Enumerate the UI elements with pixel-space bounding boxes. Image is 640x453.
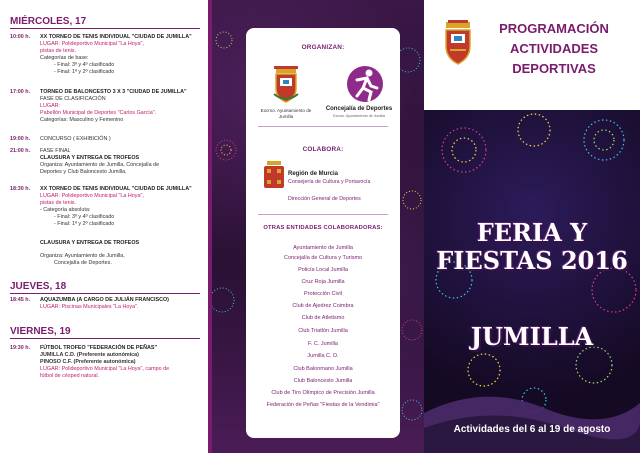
list-item: Protección Civil	[304, 291, 342, 297]
list-item: Ayuntamiento de Jumilla	[293, 245, 353, 251]
concejalia-sub: Excmo. Ayuntamiento de Jumilla	[333, 114, 385, 118]
event-item: 21:00 h. FASE FINAL CLAUSURA Y ENTREGA DE TROFEOS Organiza: Ayuntamiento de Jumilla, Concejalía de Deportes y Club Baloncesto Jumilla.	[10, 148, 160, 175]
list-item: Club de Ajedrez Coimbra	[292, 303, 354, 309]
program-title-line-1: PROGRAMACIÓN	[499, 21, 609, 36]
region-name: Región de Murcia	[288, 171, 339, 177]
day-heading-wednesday: MIÉRCOLES, 17	[10, 16, 87, 27]
divider	[258, 214, 388, 215]
event-item: Organiza: Ayuntamiento de Jumilla, Concejalía de Deportes.	[40, 253, 125, 266]
runner-logo-icon	[343, 64, 387, 104]
feria-title-line-1: FERIA Y	[476, 218, 588, 247]
dates-text: Actividades del 6 al 19 de agosto	[453, 424, 611, 435]
list-item: Policía Local Jumilla	[298, 267, 348, 273]
program-title-line-2: ACTIVIDADES	[509, 41, 599, 56]
day-heading-thursday: JUEVES, 18	[10, 281, 67, 292]
divider	[258, 126, 388, 127]
event-item: 17:00 h. TORNEO DE BALONCESTO 3 X 3 "CIUDAD DE JUMILLA" FASE DE CLASIFICACIÓN LUGAR: Pabellón Municipal de Deportes "Carlos García". Categorías: Masculino y Femenino	[10, 89, 187, 123]
jumilla-crest-icon	[270, 64, 302, 106]
list-item: Concejalía de Cultura y Turismo	[283, 255, 363, 261]
event-item: 19:00 h. CONCURSO ( EXHIBICIÓN )	[10, 136, 111, 142]
event-item: 10:00 h. XX TORNEO DE TENIS INDIVIDUAL "CIUDAD DE JUMILLA" LUGAR: Polideportivo Municipal "La Hoya", pistas de tenis. Categorías de base: - Final: 3º y 4º clasificado - Final: 1º y 2º clasificado	[10, 34, 192, 75]
ayto-caption-1: Excmo. Ayuntamiento de	[260, 108, 312, 113]
sponsors-panel	[212, 0, 424, 453]
event-item: 18:45 h. AQUAZUMBA (A CARGO DE JULIÁN FRANCISCO) LUGAR: Piscinas Municipales "La Hoya".	[10, 297, 169, 310]
city-title: JUMILLA	[470, 322, 594, 351]
sponsors-card	[246, 28, 400, 438]
wave-decoration	[424, 383, 640, 453]
list-item: Club de Atletismo	[301, 315, 345, 321]
organizan-heading: ORGANIZAN:	[301, 44, 345, 51]
divider	[10, 293, 200, 294]
cover-panel	[424, 0, 640, 453]
feria-title-line-2: FIESTAS 2016	[436, 246, 628, 275]
entidades-heading: OTRAS ENTIDADES COLABORADORAS:	[263, 225, 383, 231]
event-item: 18:30 h. XX TORNEO DE TENIS INDIVIDUAL "CIUDAD DE JUMILLA" LUGAR: Polideportivo Municipal "La Hoya", pistas de tenis. - Categoría absoluta: - Final: 3º y 4º clasificado - Final: 1º y 2º clasificado	[10, 186, 192, 227]
list-item: Federación de Peñas "Fiestas de la Vendimia"	[266, 402, 380, 408]
list-item: Club de Tiro Olímpico de Precisión Jumilla	[271, 390, 375, 396]
schedule-panel	[0, 0, 212, 453]
region-sub-1: Consejería de Cultura y Portavocía	[288, 179, 371, 185]
fireworks-background	[424, 110, 640, 453]
list-item: Jumilla C. D.	[307, 353, 339, 359]
divider	[10, 28, 200, 29]
jumilla-crest-icon	[440, 20, 476, 66]
list-item: F. C. Jumilla	[308, 341, 338, 347]
list-item: Club Baloncesto Jumilla	[293, 378, 353, 384]
day-heading-friday: VIERNES, 19	[10, 326, 71, 337]
region-sub-2: Dirección General de Deportes	[288, 196, 361, 202]
murcia-region-icon	[262, 160, 286, 190]
colabora-heading: COLABORA:	[302, 146, 344, 153]
event-item: CLAUSURA Y ENTREGA DE TROFEOS	[40, 240, 140, 246]
event-item: 19:30 h. FÚTBOL TROFEO "FEDERACIÓN DE PEÑAS" JUMILLA C.D. (Preferente autonómica) PINOSO C.F. (Preferente autonómica) LUGAR: Polideportivo Municipal "La Hoya", campo de fútbol de césped natural.	[10, 345, 170, 379]
divider	[10, 338, 200, 339]
ayto-caption-2: Jumilla	[278, 114, 294, 119]
concejalia-name: Concejalía de Deportes	[325, 106, 393, 112]
list-item: Cruz Roja Jumilla	[301, 279, 345, 285]
list-item: Club Triatlón Jumilla	[298, 328, 348, 334]
program-title-line-3: DEPORTIVAS	[512, 61, 596, 76]
list-item: Club Balonmano Jumilla	[293, 366, 353, 372]
